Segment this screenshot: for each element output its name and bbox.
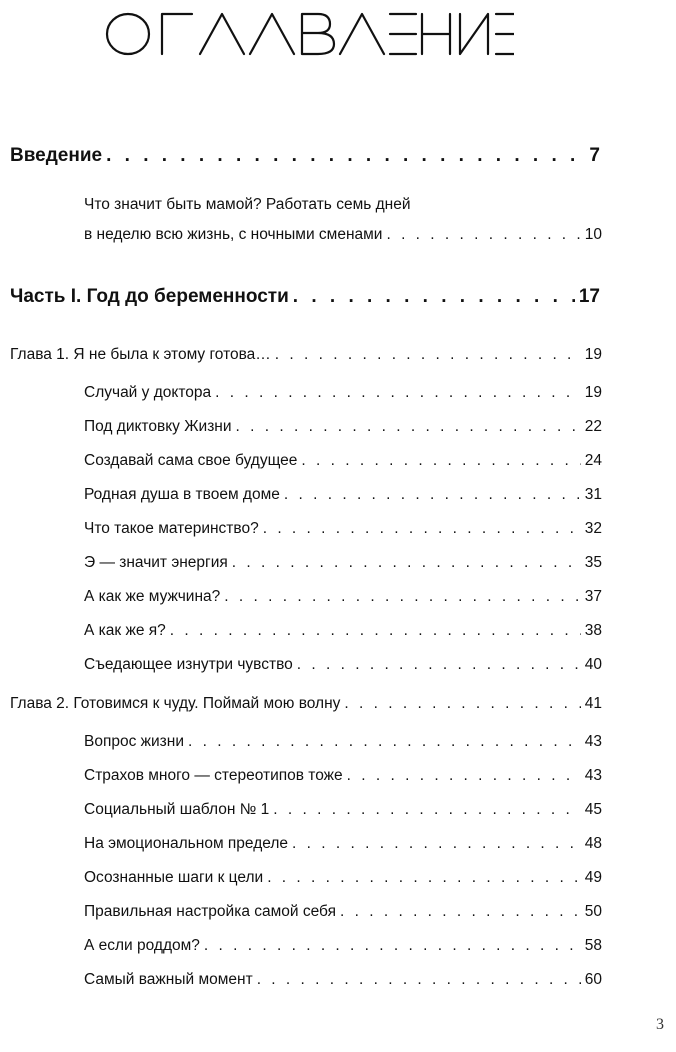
toc-entry-label: Глава 2. Готовимся к чуду. Поймай мою волну	[10, 695, 341, 712]
toc-entry-page: 50	[584, 903, 602, 920]
toc-entry-label: Страхов много — стереотипов тоже	[84, 767, 343, 784]
toc-entry[interactable]	[84, 418, 602, 436]
page-number: 3	[656, 1016, 664, 1033]
toc-entry[interactable]	[84, 520, 602, 538]
toc-entry[interactable]	[84, 869, 602, 887]
toc-entry-label: Создавай сама свое будущее	[84, 452, 298, 469]
toc-entry-page: 41	[584, 695, 602, 712]
toc-entry[interactable]	[84, 622, 602, 640]
leader-dots	[293, 286, 575, 308]
page-title-lettering	[104, 4, 514, 64]
toc-entry[interactable]	[84, 767, 602, 785]
leader-dots	[347, 767, 581, 785]
toc-entry-label: Введение	[10, 145, 103, 166]
toc-entry[interactable]	[84, 835, 602, 853]
toc-entry[interactable]	[84, 903, 602, 921]
leader-dots	[284, 486, 581, 504]
toc-entry-label: Осознанные шаги к цели	[84, 869, 264, 886]
toc-entry-label: А как же я?	[84, 622, 166, 639]
leader-dots	[232, 554, 581, 572]
toc-entry-what-is-mother[interactable]	[84, 226, 602, 244]
toc-entry[interactable]	[84, 486, 602, 504]
toc-entry[interactable]	[84, 588, 602, 606]
toc-entry-page: 22	[584, 418, 602, 435]
toc-entry[interactable]	[84, 801, 602, 819]
toc-entry-page: 19	[584, 346, 602, 363]
leader-dots	[224, 588, 580, 606]
toc-entry-label: А как же мужчина?	[84, 588, 221, 605]
leader-dots	[344, 695, 580, 713]
toc-entry-page: 19	[584, 384, 602, 401]
leader-dots	[263, 520, 581, 538]
toc-entry-page: 31	[584, 486, 602, 503]
toc-entry-label: Вопрос жизни	[84, 733, 185, 750]
leader-dots	[386, 226, 580, 244]
toc-entry-page: 32	[584, 520, 602, 537]
leader-dots	[297, 656, 581, 674]
page-title	[104, 4, 514, 64]
toc-entry[interactable]	[84, 937, 602, 955]
toc-entry-label: Часть I. Год до беременности	[10, 286, 289, 307]
toc-entry-page: 45	[584, 801, 602, 818]
toc-entry[interactable]	[84, 971, 602, 989]
toc-entry-label: Под диктовку Жизни	[84, 418, 232, 435]
toc-entry[interactable]	[84, 554, 602, 572]
leader-dots	[340, 903, 581, 921]
toc-entry-label-line2: в неделю всю жизнь, с ночными сменами	[84, 226, 383, 243]
toc-entry-page: 38	[584, 622, 602, 639]
toc-entry-page: 58	[584, 937, 602, 954]
leader-dots	[301, 452, 580, 470]
leader-dots	[170, 622, 581, 640]
leader-dots	[292, 835, 581, 853]
leader-dots	[215, 384, 581, 402]
toc-entry-page: 10	[584, 226, 602, 243]
toc-entry[interactable]	[84, 452, 602, 470]
leader-dots	[273, 801, 580, 819]
toc-entry-part-1[interactable]	[10, 286, 600, 308]
toc-entry-label: Социальный шаблон № 1	[84, 801, 270, 818]
toc-entry-label: Э — значит энергия	[84, 554, 228, 571]
toc-entry[interactable]	[84, 384, 602, 402]
leader-dots	[257, 971, 581, 989]
toc-entry[interactable]	[84, 733, 602, 751]
toc-entry-page: 24	[584, 452, 602, 469]
toc-entry-page: 35	[584, 554, 602, 571]
toc-entry-page: 43	[584, 767, 602, 784]
toc-entry-page: 60	[584, 971, 602, 988]
toc-entry-label: Родная душа в твоем доме	[84, 486, 280, 503]
toc-entry-page: 37	[584, 588, 602, 605]
leader-dots	[236, 418, 581, 436]
toc-entry-page: 49	[584, 869, 602, 886]
toc-entry-introduction[interactable]	[10, 145, 600, 167]
toc-entry-label: Глава 1. Я не была к этому готова…	[10, 346, 271, 363]
toc-entry-label-line1: Что значит быть мамой? Работать семь дней	[84, 196, 411, 213]
toc-entry-label: На эмоциональном пределе	[84, 835, 289, 852]
toc-entry-label: Случай у доктора	[84, 384, 212, 401]
toc-entry-page: 40	[584, 656, 602, 673]
toc-entry-page: 7	[589, 145, 600, 166]
toc-entry-label: Что такое материнство?	[84, 520, 259, 537]
toc-entry-label: Правильная настройка самой себя	[84, 903, 336, 920]
leader-dots	[106, 145, 585, 167]
toc-entry-label: А если роддом?	[84, 937, 200, 954]
leader-dots	[267, 869, 581, 887]
toc-entry-chapter-1[interactable]	[10, 346, 602, 364]
toc-entry-page: 17	[578, 286, 600, 307]
toc-entry-page: 48	[584, 835, 602, 852]
leader-dots	[204, 937, 581, 955]
toc-entry-label: Съедающее изнутри чувство	[84, 656, 293, 673]
leader-dots	[188, 733, 581, 751]
leader-dots	[275, 346, 581, 364]
toc-entry[interactable]	[84, 656, 602, 674]
toc-entry-label: Самый важный момент	[84, 971, 253, 988]
toc-entry-page: 43	[584, 733, 602, 750]
toc-entry-chapter-2[interactable]	[10, 695, 602, 713]
